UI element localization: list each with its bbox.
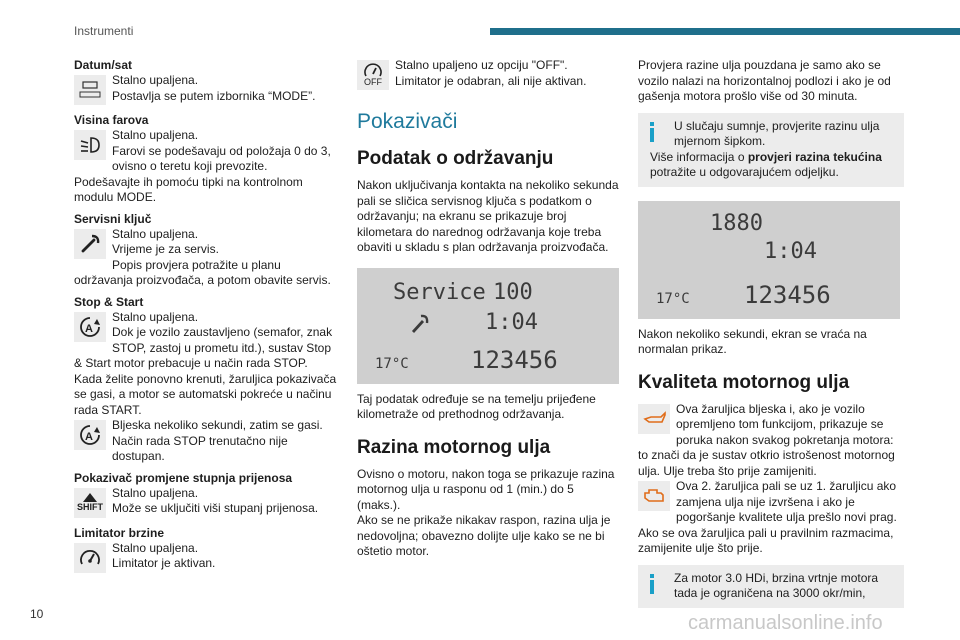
- oil-check-text: Provjera razine ulja pouzdana je samo ako se vozilo nalazi na horizontalnoj podlozi i ako je od gašenja motora prošlo više od 30 minuta.: [638, 58, 891, 103]
- info-icon: [650, 122, 654, 142]
- shift-block: [74, 486, 339, 520]
- oil-quality-block-2: [638, 479, 904, 557]
- speed-limiter-off-icon: [357, 60, 389, 90]
- maintenance-title: Podatak o održavanju: [357, 148, 554, 169]
- oil-can-icon: [638, 404, 670, 434]
- lcd2-temp: 17°C: [656, 290, 690, 307]
- date-text: Stalno upaljena. Postavlja se putem izbornika “MODE”.: [112, 73, 316, 103]
- lcd-time: 1:04: [485, 309, 538, 335]
- oil-level-text: Ovisno o motoru, nakon toga se prikazuje razina motornog ulja u rasponu od 1 (min.) do 5 (maks.). Ako se ne prikaže nikakav raspon, razina ulja je nedovoljna; obavezno dolijte ulje kako se ne bi oštetio motor.: [357, 466, 615, 558]
- limiter-text: Stalno upaljena. Limitator je aktivan.: [112, 540, 216, 570]
- svg-text:A: A: [85, 322, 93, 335]
- lcd2-year: 1880: [710, 210, 763, 236]
- wrench-icon: [74, 229, 106, 259]
- header-bar: [490, 28, 960, 35]
- limiter-title: Limitator brzine: [74, 525, 165, 540]
- lcd-service-km: 100: [493, 279, 533, 305]
- shift-text: Stalno upaljena. Može se uključiti viši stupanj prijenosa.: [112, 485, 319, 515]
- info-note-more-prefix: Više informacija o: [650, 149, 748, 164]
- stopstart-text-1: Stalno upaljena. Dok je vozilo zaustavljeno (semafor, znak STOP, zastoj u prometu itd.), sustav Stop & Start motor prebacuje u način rada STOP. Kada želite ponovno krenuti, žaruljica pokazivača se gasi, a motor se automatski pokreće u načinu rada START.: [74, 309, 337, 417]
- oil-quality-title: Kvaliteta motornog ulja: [638, 371, 850, 393]
- info-note-1-text: U slučaju sumnje, provjerite razinu ulja mjernom šipkom.: [674, 118, 880, 148]
- limiter-off-text: Stalno upaljeno uz opciju "OFF". Limitator je odabran, ali nije aktivan.: [395, 58, 587, 88]
- beam-text: Stalno upaljena. Farovi se podešavaju od položaja 0 do 3, ovisno o teretu koji prevozite. Podešavajte ih pomoću tipki na kontrolnom modulu MODE.: [74, 128, 331, 204]
- oil-quality-block-1: [638, 402, 904, 480]
- stopstart-title: Stop & Start: [74, 294, 144, 309]
- limiter-block: [74, 541, 339, 575]
- info-note-more-bold: provjeri razina tekućina: [747, 149, 882, 164]
- lcd-odometer: 123456: [471, 345, 558, 374]
- lcd2-time: 1:04: [764, 238, 817, 264]
- stopstart-block-1: [74, 310, 339, 419]
- stop-start-icon: [74, 312, 106, 342]
- column-2: [357, 58, 619, 560]
- info-note-2: [638, 565, 904, 608]
- service-title: Servisni ključ: [74, 211, 152, 226]
- limiter-off-label: OFF: [364, 77, 382, 87]
- indicators-heading: Pokazivači: [357, 110, 458, 133]
- maintenance-text: Nakon uključivanja kontakta na nekoliko sekunda pali se sličica servisnog ključa s podatkom o održavanju; na ekranu se prikazuje broj kilometara do narednog održavanja koje treba obaviti u skladu s plan održavanja proizvođača.: [357, 178, 619, 254]
- headlamp-level-icon: [74, 130, 106, 160]
- oil-level-title: Razina motornog ulja: [357, 436, 551, 458]
- service-block: [74, 227, 339, 289]
- oil-quality-text-2: Ova 2. žaruljica pali se uz 1. žaruljicu ako zamjena ulja nije izvršena i ako je pogoršanje kvalitete ulja prešlo novi prag. Ako se ova žaruljica pali u pravilnim razmacima, zamijenite ulje što prije.: [638, 479, 897, 555]
- shift-up-icon: [74, 488, 106, 518]
- page-number: 10: [30, 607, 44, 621]
- watermark: carmanualsonline.info: [688, 612, 883, 634]
- speed-limiter-icon: [74, 543, 106, 573]
- column-1: [74, 58, 339, 575]
- stopstart-text-2: Bljeska nekoliko sekundi, zatim se gasi. Način rada STOP trenutačno nije dostupan.: [112, 418, 323, 463]
- info-icon: [650, 574, 654, 594]
- service-display: [357, 268, 619, 384]
- engine-icon: [638, 481, 670, 511]
- section-title: Instrumenti: [74, 24, 134, 38]
- shift-icon-label: SHIFT: [77, 502, 103, 512]
- lcd-temp: 17°C: [375, 355, 409, 372]
- clock-display-icon: [74, 75, 106, 105]
- beam-block: [74, 128, 339, 206]
- normal-display-text: Nakon nekoliko sekundi, ekran se vraća na normalan prikaz.: [638, 326, 867, 356]
- stop-start-flash-icon: [74, 420, 106, 450]
- service-text: Stalno upaljena. Vrijeme je za servis. Popis provjera potražite u planu održavanja proizvođača, a potom obavite servis.: [74, 226, 331, 287]
- display-caption: Taj podatak određuje se na temelju prijeđene kilometraže od prethodnog održavanja.: [357, 391, 596, 421]
- oil-display: [638, 201, 900, 319]
- info-note-1-more: [650, 150, 896, 181]
- info-note-2-text: Za motor 3.0 HDi, brzina vrtnje motora tada je ograničena na 3000 okr/min,: [674, 570, 879, 600]
- limiter-off-block: [357, 58, 619, 92]
- info-note-more-suffix: potražite u odgovarajućem odjeljku.: [650, 165, 839, 179]
- svg-text:A: A: [85, 431, 93, 443]
- stopstart-block-2: [74, 418, 339, 465]
- lcd-wrench-icon: [409, 312, 431, 340]
- column-3: [638, 58, 904, 616]
- info-note-1: [638, 113, 904, 187]
- shift-title: Pokazivač promjene stupnja prijenosa: [74, 470, 293, 485]
- beam-title: Visina farova: [74, 113, 149, 127]
- lcd2-odometer: 123456: [744, 280, 831, 309]
- date-block: [74, 73, 339, 107]
- oil-quality-text-1: Ova žaruljica bljeska i, ako je vozilo opremljeno tom funkcijom, prikazuje se poruka nakon svakog pokretanja motora: to znači da je sustav otkrio istrošenost motornog ulja. Ulje treba što prije zamijeniti.: [638, 401, 895, 478]
- lcd-service-label: Service: [393, 279, 486, 305]
- date-title: Datum/sat: [74, 58, 133, 72]
